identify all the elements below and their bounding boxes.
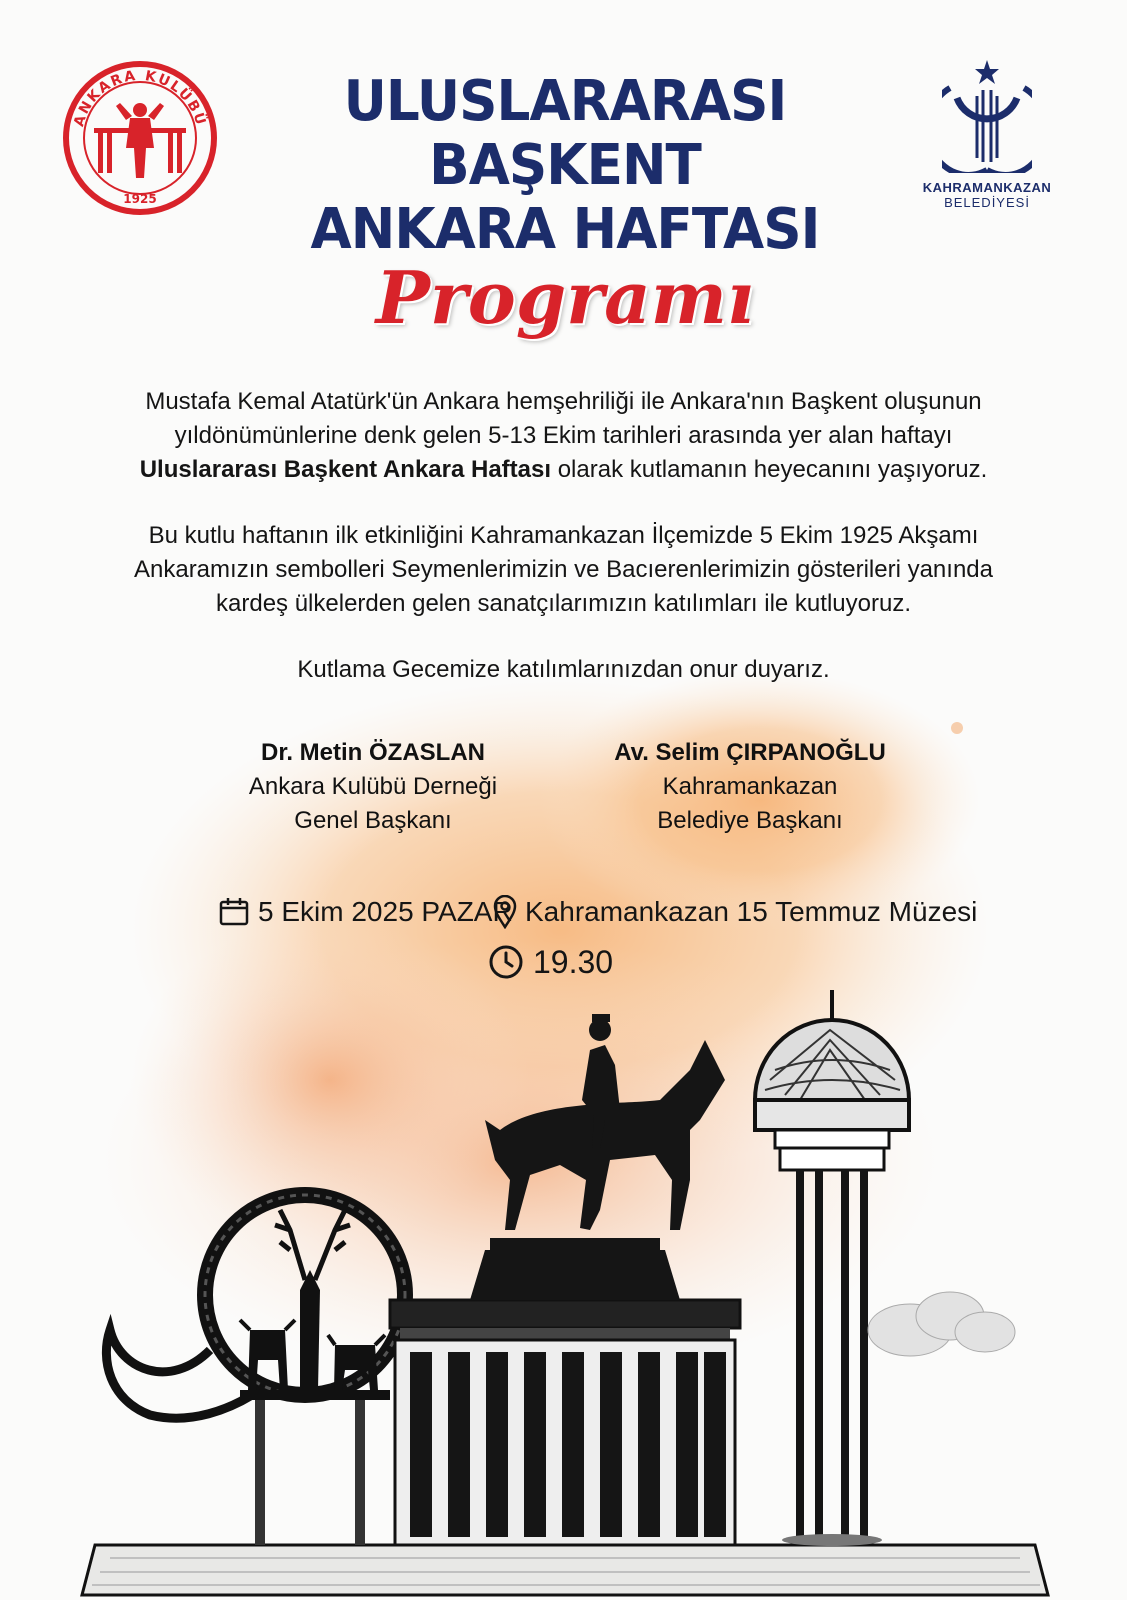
logo-ring-text: ANKARA KULÜBÜ bbox=[71, 67, 209, 129]
intro-p2-line1: Bu kutlu haftanın ilk etkinliğini Kahramankazan İlçemizde 5 Ekim 1925 Akşamı bbox=[148, 522, 979, 549]
logo-year: 1925 bbox=[123, 192, 157, 206]
event-date-text: 5 Ekim 2025 PAZAR bbox=[258, 896, 513, 927]
kahramankazan-logo bbox=[912, 58, 1062, 228]
signatory-title: Genel Başkanı bbox=[294, 807, 452, 834]
intro-p1-line1: Mustafa Kemal Atatürk'ün Ankara hemşehriliği ile Ankara'nın Başkent oluşunun bbox=[145, 388, 982, 415]
signatory-org: Kahramankazan bbox=[662, 773, 838, 800]
location-pin-icon bbox=[493, 895, 517, 929]
event-time bbox=[487, 943, 613, 981]
signatory-name: Av. Selim ÇIRPANOĞLU bbox=[614, 739, 886, 766]
municipality-emblem-icon bbox=[942, 58, 1032, 173]
title-line-2: BAŞKENT bbox=[429, 133, 701, 198]
signatory-left bbox=[208, 736, 538, 838]
title-script: Programı bbox=[375, 255, 755, 340]
title-line-3: ANKARA HAFTASI bbox=[310, 197, 820, 262]
intro-p1-line2: yıldönümünlerine denk gelen 5-13 Ekim tarihleri arasında yer alan haftayı bbox=[174, 422, 953, 449]
event-time-text: 19.30 bbox=[533, 944, 614, 980]
ankara-landmarks-illustration bbox=[0, 980, 1127, 1600]
hittite-sun-disk bbox=[106, 1195, 405, 1545]
municipality-name: KAHRAMANKAZAN bbox=[922, 180, 1052, 195]
signatory-right bbox=[585, 736, 915, 838]
calendar-icon bbox=[218, 896, 250, 928]
ankara-kulubu-logo bbox=[60, 58, 220, 218]
intro-p1-tail: olarak kutlamanın heyecanını yaşıyoruz. bbox=[551, 456, 988, 483]
intro-paragraph-2 bbox=[90, 519, 1037, 621]
mausoleum-building bbox=[390, 1300, 740, 1545]
title-block bbox=[220, 70, 910, 338]
title-line-1: ULUSLARARASI bbox=[343, 69, 787, 134]
intro-p2-line3: kardeş ülkelerden gelen sanatçılarımızın katılımları ile kutluyoruz. bbox=[216, 590, 911, 617]
signatory-name: Dr. Metin ÖZASLAN bbox=[260, 739, 485, 766]
event-location-text: Kahramankazan 15 Temmuz Müzesi bbox=[525, 896, 978, 927]
ground-platform bbox=[82, 1545, 1048, 1595]
atakule-tower bbox=[755, 990, 909, 1546]
event-date bbox=[218, 894, 513, 930]
intro-text bbox=[90, 385, 1037, 687]
clock-icon bbox=[487, 943, 525, 981]
signatory-org: Ankara Kulübü Derneği bbox=[248, 773, 498, 800]
cloud-drawing bbox=[868, 1292, 1015, 1356]
intro-paragraph-1 bbox=[90, 385, 1037, 487]
intro-p1-bold: Uluslararası Başkent Ankara Haftası bbox=[139, 456, 552, 483]
intro-p2-line2: Ankaramızın sembolleri Seymenlerimizin ve Bacıerenlerimizin gösterileri yanında bbox=[133, 556, 993, 583]
event-location bbox=[493, 894, 977, 930]
equestrian-statue bbox=[470, 1014, 725, 1300]
municipality-sub: BELEDİYESİ bbox=[944, 195, 1030, 210]
intro-paragraph-3: Kutlama Gecemize katılımlarınızdan onur duyarız. bbox=[297, 656, 830, 683]
signatory-title: Belediye Başkanı bbox=[657, 807, 843, 834]
